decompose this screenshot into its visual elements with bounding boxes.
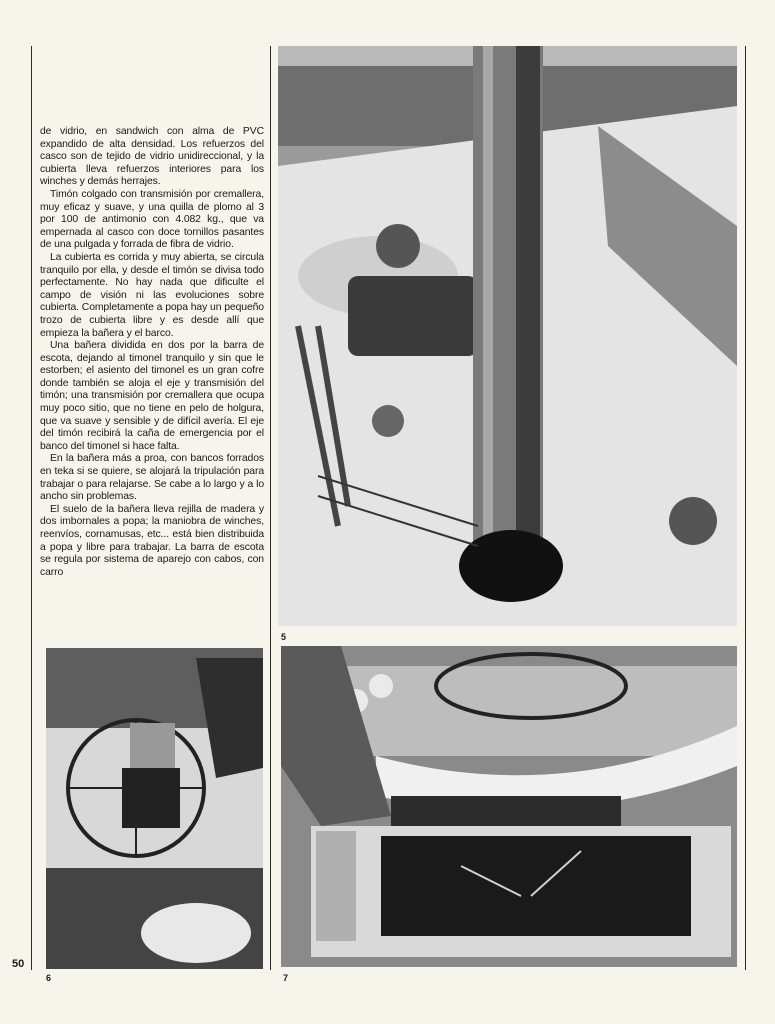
- photo-helm-wheel: [46, 648, 263, 969]
- cockpit-hatch-photo: [281, 646, 737, 967]
- article-paragraph-6: El suelo de la bañera lleva rejilla de madera y dos imbornales a popa; la maniobra de winches, reenvíos, cornamusas, etc... está bien distribuida a popa y libre para trabajar. La barra de escota se regula por sistema de aparejo con cabos, con carro: [40, 503, 264, 578]
- article-paragraph-3: La cubierta es corrida y muy abierta, se circula tranquilo por ella, y desde el timón se divisa todo perfectamente. No hay nada que dificulte el campo de visión ni las evoluciones sobre cubierta. Completamente a popa hay un pequeño trozo de cubierta libre y es desde allí que empieza la bañera y el barco.: [40, 251, 264, 339]
- photo-deck-mast: [278, 46, 737, 626]
- caption-photo-5: 5: [281, 632, 287, 642]
- sailboat-deck-mast-photo: [278, 46, 737, 626]
- article-paragraph-5: En la bañera más a proa, con bancos forrados en teka si se quiere, se alojará la tripulación para trabajar o para relajarse. Se cabe a lo largo y a lo ancho sin problemas.: [40, 453, 264, 503]
- column-rule-middle: [270, 46, 271, 970]
- caption-photo-7: 7: [283, 973, 289, 983]
- caption-photo-6: 6: [46, 973, 52, 983]
- column-rule-left: [31, 46, 32, 970]
- column-rule-right: [745, 46, 746, 970]
- article-paragraph-4: Una bañera dividida en dos por la barra de escota, dejando al timonel tranquilo y sin que le estorben; el asiento del timonel es un gran cofre donde también se aloja el eje y transmisión del timón; una transmisión por cremallera que ocupa muy poco sitio, que no tiene en pelo de holgura, que va suave y sensible y de difícil avería. El eje del timón recibirá la caña de emergencia por el banco del timonel si hace falta.: [40, 340, 264, 452]
- article-text-column: [40, 126, 264, 579]
- article-paragraph-2: Timón colgado con transmisión por cremallera, muy eficaz y suave, y una quilla de plomo al 3 por 100 de antimonio con 4.082 kg., que va empernada al casco con doce tornillos pasantes de una pulgada y forrada de fibra de vidrio.: [40, 188, 264, 251]
- helm-wheel-compass-photo: [46, 648, 263, 969]
- page-number: 50: [12, 958, 25, 970]
- article-paragraph-1: de vidrio, en sandwich con alma de PVC expandido de alta densidad. Los refuerzos del casco son de tejido de vidrio unidireccional, y la cubierta lleva refuerzos interiores para los winches y demás herrajes.: [40, 126, 264, 188]
- photo-cockpit-hatch: [281, 646, 737, 967]
